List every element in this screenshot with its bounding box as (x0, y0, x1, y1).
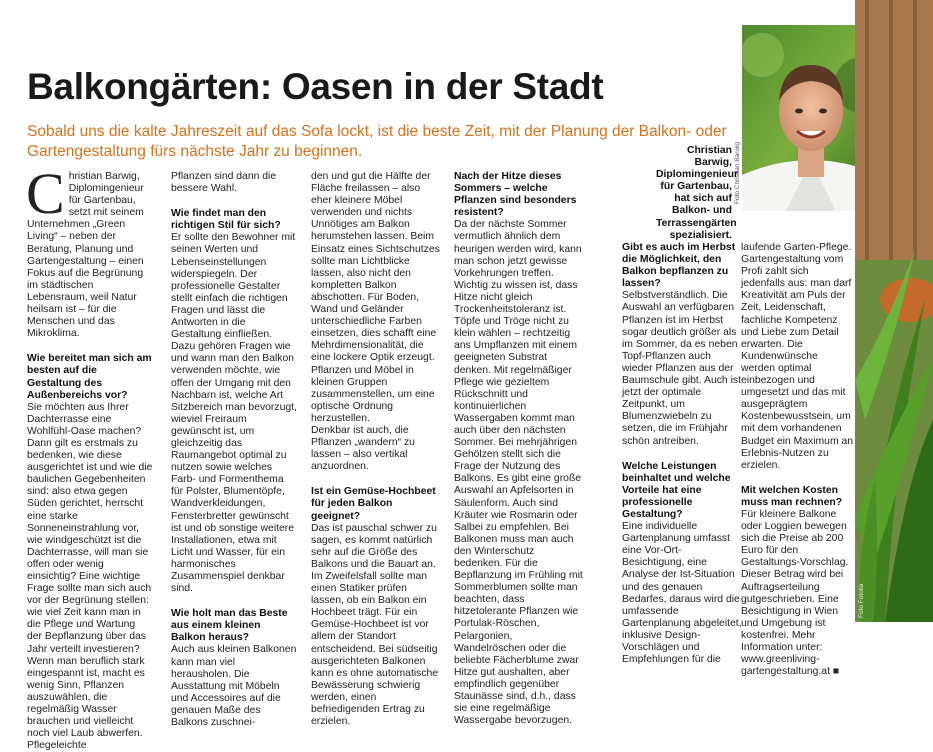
column-3 (311, 171, 441, 728)
drop-cap: C (26, 161, 65, 226)
answer-paragraph: laufende Garten-Pflege. Gartengestaltung vom Profi zahlt sich jedenfalls aus: man darf Kreativität am Puls der Zeit, Leidenschaft, fachliche Kompetenz und Liebe zum Detail erwarten. Die Kundenwünsche werden optimal einbezogen und umgesetzt und das mit ausgeprägtem Kostenbewusstsein, um mit dem vorhandenen Budget ein Maximum an Erlebnis-Nutzen zu erzielen. (741, 242, 854, 471)
plant-illustration (855, 0, 933, 622)
column-6 (741, 242, 854, 678)
answer-paragraph: Auch aus kleinen Balkonen kann man viel herausholen. Die Ausstattung mit Möbeln und Accessoires auf die genauen Maße des Balkons zuschnei- (171, 644, 297, 729)
answer-paragraph: Eine individuelle Gartenplanung umfasst eine Vor-Ort-Besichtigung, eine Analyse der Ist-Situation und des genauen Bedarfes, daraus wird die umfassende Gartenplanung abgeleitet, inklusive Design-Vorschlägen und Empfehlungen für die (622, 521, 742, 666)
answer-paragraph: Selbstverständlich. Die Auswahl an verfügbaren Pflanzen ist im Herbst sogar deutlich größer als im Sommer, da es neben Topf-Pflanzen auch wieder Pflanzen aus der Baumschule gibt. Auch ist jetzt der optimale Zeitpunkt, um Blumenzwiebeln zu setzen, die im Frühjahr schön antreiben. (622, 290, 741, 447)
column-4 (454, 171, 584, 727)
answer-text: Für kleinere Balkone oder Loggien bewegen sich die Preise ab 200 Euro für den Gestaltungs-Vorschlag. Dieser Betrag wird bei Auftragserteilung gutgeschrieben. Eine Besichtigung in Wien und Umgebung ist kostenfrei. Mehr Information unter: www.greenliving-gartengestaltung.at (741, 508, 849, 678)
column-1 (26, 161, 153, 752)
answer-paragraph: Er sollte den Bewohner mit seinen Werten und Lebenseinstellungen widerspiegeln. Der professionelle Gestalter stellt einfach die richtigen Fragen und lässt die Antworten in die Gestaltung einfließen. Dazu gehören Fragen wie und wann man den Balkon verwenden möchte, wie offen der Umgang mit den Nachbarn ist, welche Art Sitzbereich man bevorzugt, wieviel Freiraum gewünscht ist, um gleichzeitig das Raumangebot optimal zu nutzen sowie welches Farb- und Formenthema für Polster, Blumentöpfe, Wandverkleidungen, Fensterbretter gewünscht ist und ob sonstige weitere Installationen, etwa mit Licht und Wasser, für ein harmonisches Zusammenspiel denkbar sind. (171, 232, 297, 595)
plant-image (855, 0, 933, 622)
question-heading: Nach der Hitze dieses Sommers – welche Pflanzen sind besonders resistent? (454, 171, 577, 219)
question-heading: Welche Leistungen beinhaltet und welche Vorteile hat eine professionelle Gestaltung? (622, 460, 731, 520)
answer-paragraph: Denkbar ist auch, die Pflanzen „wandern“ zu lassen – also vertikal anzuordnen. (311, 424, 415, 473)
article-title: Balkongärten: Oasen in der Stadt (27, 66, 604, 107)
photo-caption: Christian Barwig, Diplomingenieur für Gartenbau, hat sich auf Balkon- und Terrassengärten spezialisiert. (656, 145, 738, 241)
answer-paragraph: Das ist pauschal schwer zu sagen, es kommt natürlich sehr auf die Größe des Balkons und die Bauart an. Im Zweifelsfall sollte man einen Statiker prüfen lassen, ob ein Balkon ein Hochbeet trägt. Für ein Gemüse-Hochbeet ist vor allem der Standort entscheidend. Bei südseitig ausgerichteten Balkonen kann es ohne automatische Bewässerung schwierig werden, einen befriedigenden Ertrag zu erzielen. (311, 522, 439, 728)
answer-paragraph: den und gut die Hälfte der Fläche freilassen – also eher kleinere Möbel verwenden und nichts Unnötiges am Balkon herumstehen lassen. Beim Einsatz eines Sichtschutzes sollte man Lichtblicke lassen, also nicht den kompletten Balkon abschotten. Für Boden, Wand und Geländer unterschiedliche Farben einsetzen, dies schafft eine Mehrdimensionalität, die eine lockere Optik erzeugt. Pflanzen und Möbel in kleinen Gruppen zusammenstellen, um eine optische Ordnung herzustellen. (311, 171, 440, 424)
intro-text: hristian Barwig, Diplomingenieur für Gartenbau, setzt mit seinem Unternehmen „Green Living“ – neben der Beratung, Planung und Gartengestaltung – einen Fokus auf die Begrünung im städtischen Lebensraum, weil Natur heilsam ist – für die Menschen und das Mikroklima. (27, 171, 144, 340)
intro-paragraph (26, 161, 153, 340)
question-heading: Wie findet man den richtigen Stil für sich? (171, 208, 281, 232)
question-heading: Wie holt man das Beste aus einem kleinen Balkon heraus? (171, 608, 288, 644)
photo-credit: Foto Christian Barwig (734, 141, 741, 204)
end-mark: ■ (832, 666, 840, 678)
answer-paragraph: Da der nächste Sommer vermutlich ähnlich dem heurigen werden wird, kann man schon jetzt gewisse Vorkehrungen treffen. Wichtig zu wissen ist, dass Hitze nicht gleich Trockenheitstoleranz ist. Töpfe und Tröge nicht zu klein wählen – rechtzeitig ans Umpflanzen mit einem geeigneten Substrat denken. Mit regelmäßiger Pflege wie gezieltem Rückschnitt und kontinuierlichen Wassergaben kommt man auch über den nächsten Sommer. Bei mehrjährigen Gehölzen stellt sich die Frage der Nutzung des Balkons. Es gibt eine große Auswahl an Apfelsorten in Säulenform. Auch sind Kräuter wie Rosmarin oder Salbei zu empfehlen. Bei Balkonen muss man auch den Winterschutz bedenken. Für die Bepflanzung im Frühling mit Sommerblumen sollte man beachten, dass hitzetolerante Pflanzen wie Portulak-Röschen, Pelargonien, Wandelröschen oder die beliebte Fächerblume zwar Hitze gut aushalten, aber empfindlich gegenüber Staunässe sind, d.h., dass sie eine regelmäßige Wassergabe bevorzugen. (454, 219, 583, 727)
answer-paragraph: Pflanzen sind dann die bessere Wahl. (171, 171, 277, 195)
question-heading: Mit welchen Kosten muss man rechnen? (741, 484, 843, 508)
question-heading: Wie bereitet man sich am besten auf die Gestaltung des Außenbereichs vor? (27, 353, 152, 401)
question-heading: Ist ein Gemüse-Hochbeet für jeden Balkon geeignet? (311, 486, 436, 522)
article-lead: Sobald uns die kalte Jahreszeit auf das Sofa lockt, ist die beste Zeit, mit der Planung der Balkon- oder Gartengestaltung fürs nächste Jahr zu beginnen. (27, 123, 727, 160)
question-heading: Gibt es auch im Herbst die Möglichkeit, den Balkon bepflanzen zu lassen? (622, 242, 736, 290)
answer-paragraph (741, 509, 854, 678)
side-photo-credit: Foto Fotolia (858, 583, 865, 618)
column-5 (622, 242, 742, 666)
column-2 (171, 171, 298, 729)
answer-paragraph: Sie möchten aus Ihrer Dachterrasse eine Wohlfühl-Oase machen? Dann gilt es erstmals zu bedenken, wie diese ausgerichtet ist und wie die baulichen Gegebenheiten sind: also etwa gegen Süden gerichtet, herrscht eine starke Sonneneinstrahlung vor, wie windgeschützt ist die Dachterrasse, will man sie offen oder wenig einsichtig? Eine wichtige Frage sollte man sich auch vor der Begrünung stellen: wie viel Zeit kann man in die Pflege und Wartung der Bepflanzung über das Jahr verteilt investieren? Wenn man beruflich stark eingespannt ist, macht es wenig Sinn, Pflanzen auszuwählen, die regelmäßig Wasser brauchen und vielleicht noch viel Laub abwerfen. Pflegeleichte (27, 401, 153, 752)
